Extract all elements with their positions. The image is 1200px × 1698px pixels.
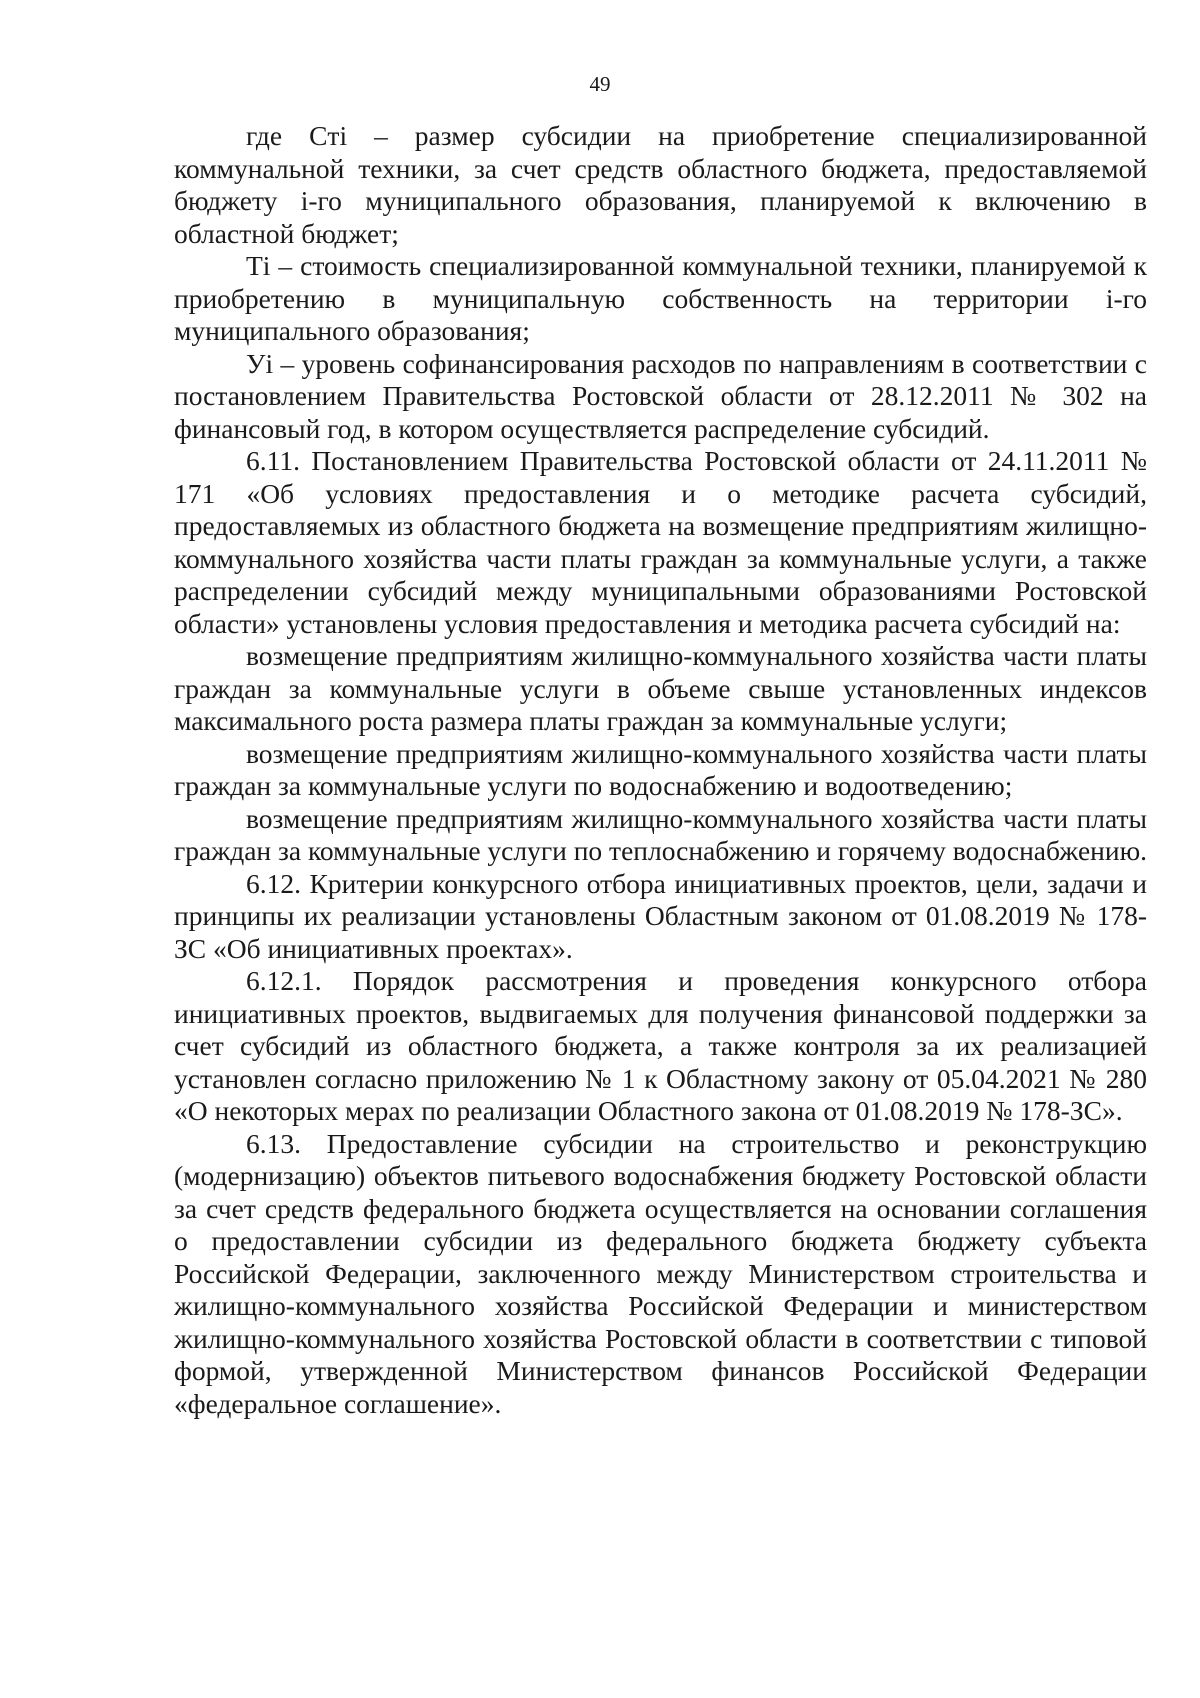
paragraph-list-item: возмещение предприятиям жилищно-коммунального хозяйства части платы граждан за коммунальные услуги в объеме свыше установленных индексов максимального роста размера платы граждан за коммунальные услуги; <box>174 640 1147 736</box>
paragraph-definition-ui: Уi – уровень софинансирования расходов по направлениям в соответствии с постановлением Правительства Ростовской области от 28.12.2011 № 302 на финансовый год, в котором осуществляется распределение субсидий. <box>174 347 1147 444</box>
paragraph-definition-cti: где Cтi – размер субсидии на приобретение специализированной коммунальной техники, за счет средств областного бюджета, предоставляемой бюджету i-го муниципального образования, планируемой к включению в областной бюджет; <box>174 120 1147 249</box>
paragraph-section-6-13: 6.13. Предоставление субсидии на строительство и реконструкцию (модернизацию) объектов питьевого водоснабжения бюджету Ростовской области за счет средств федерального бюджета осуществляется на основании соглашения о предоставлении субсидии из федерального бюджета бюджету субъекта Российской Федерации, заключенного между Министерством строительства и жилищно-коммунального хозяйства Российской Федерации и министерством жилищно-коммунального хозяйства Ростовской области в соответствии с типовой формой, утвержденной Министерством финансов Российской Федерации «федеральное соглашение». <box>174 1127 1147 1419</box>
page-number: 49 <box>589 72 611 96</box>
paragraph-definition-ti: Тi – стоимость специализированной коммунальной техники, планируемой к приобретению в муниципальную собственность на территории i-го муниципального образования; <box>174 250 1147 346</box>
paragraph-section-6-12-1: 6.12.1. Порядок рассмотрения и проведения конкурсного отбора инициативных проектов, выдвигаемых для получения финансовой поддержки за счет субсидий из областного бюджета, а также контроля за их реализацией установлен согласно приложению № 1 к Областному закону от 05.04.2021 № 280 «О некоторых мерах по реализации Областного закона от 01.08.2019 № 178-ЗС». <box>174 965 1147 1126</box>
paragraph-list-item: возмещение предприятиям жилищно-коммунального хозяйства части платы граждан за коммунальные услуги по водоснабжению и водоотведению; <box>174 737 1147 801</box>
paragraph-section-6-12: 6.12. Критерии конкурсного отбора инициативных проектов, цели, задачи и принципы их реализации установлены Областным законом от 01.08.2019 № 178-ЗС «Об инициативных проектах». <box>174 867 1147 964</box>
document-body <box>174 120 1147 1420</box>
paragraph-list-item: возмещение предприятиям жилищно-коммунального хозяйства части платы граждан за коммунальные услуги по теплоснабжению и горячему водоснабжению. <box>174 802 1148 866</box>
paragraph-section-6-11: 6.11. Постановлением Правительства Ростовской области от 24.11.2011 № 171 «Об условиях предоставления и о методике расчета субсидий, предоставляемых из областного бюджета на возмещение предприятиям жилищно-коммунального хозяйства части платы граждан за коммунальные услуги, а также распределении субсидий между муниципальными образованиями Ростовской области» установлены условия предоставления и методика расчета субсидий на: <box>174 445 1147 639</box>
